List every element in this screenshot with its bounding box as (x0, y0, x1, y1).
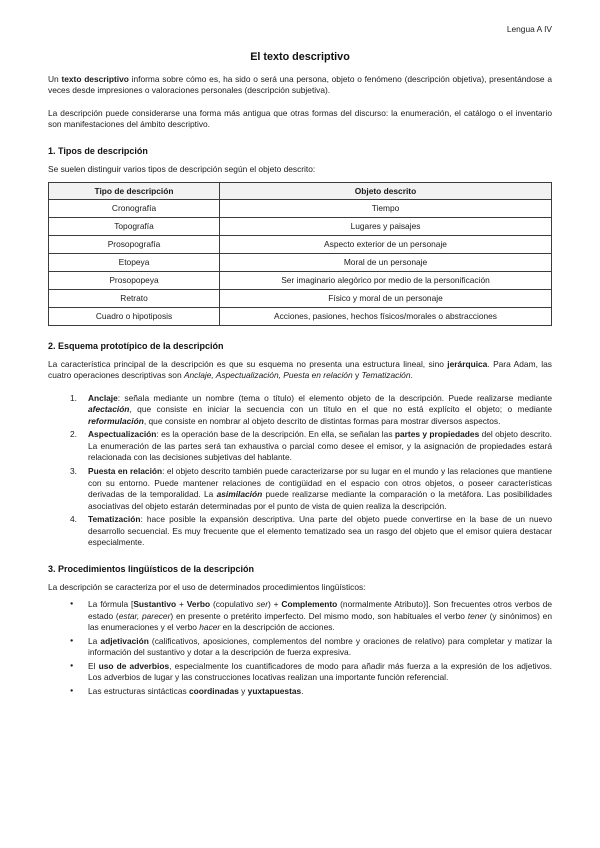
table-body (49, 200, 552, 325)
text-segment: La característica principal de la descripción es que su esquema no presenta una estructura lineal, sino (48, 358, 448, 369)
text-segment: , que consiste en nombrar al objeto descrito de distintas formas para mostrar diversos aspectos. (143, 415, 501, 426)
text-segment: en la descripción de acciones. (220, 622, 335, 633)
text-segment: y (238, 685, 248, 696)
text-segment: Aspectualización (88, 429, 157, 440)
bullet-list-item (48, 636, 552, 659)
list-item-text (88, 429, 552, 464)
bullet-list-item (48, 661, 552, 684)
table-cell: Cronografía (49, 200, 220, 218)
table-header-row (49, 182, 552, 200)
description-operations-list (48, 393, 552, 549)
table-cell: Aspecto exterior de un personaje (220, 236, 552, 254)
table-header-cell: Objeto descrito (220, 182, 552, 200)
list-item-number: 1. (70, 392, 77, 403)
bullet-icon: ● (70, 662, 74, 669)
table-cell: Cuadro o hipotiposis (49, 307, 220, 325)
table-cell: Moral de un personaje (220, 254, 552, 272)
text-segment: , especialmente los cuantificadores de modo para añadir más fuerza a la expresión de los adjetivos. Los adverbios de lugar y las construcciones locativas realizan una importante función referencial. (88, 660, 552, 683)
text-segment: reformulación (88, 415, 144, 426)
text-segment: ) en presente o pretérito imperfecto. Del mismo modo, son habituales el verbo (170, 610, 468, 621)
table-row (49, 236, 552, 254)
text-segment: (copulativo (210, 599, 257, 610)
text-segment: . (410, 370, 413, 381)
list-item-number: 2. (70, 429, 77, 440)
text-segment: (normalmente Atributo)]. Son frecuentes otros verbos de estado ( (88, 599, 552, 621)
text-segment: partes y propiedades (394, 429, 480, 440)
table-row (49, 218, 552, 236)
bullet-icon: ● (70, 687, 74, 694)
table-row (49, 200, 552, 218)
list-item-text (88, 686, 552, 698)
text-segment: Las estructuras sintácticas (88, 685, 190, 696)
table-cell: Etopeya (49, 254, 220, 272)
list-item-number: 3. (70, 466, 77, 476)
text-segment: : es la operación base de la descripción. En ella, se señalan las (156, 429, 395, 440)
text-segment: Complemento (281, 599, 338, 610)
table-cell: Acciones, pasiones, hechos físicos/morales o abstracciones (220, 307, 552, 325)
text-segment: La fórmula [ (88, 599, 134, 610)
table-row (49, 272, 552, 290)
page-header (48, 24, 552, 35)
text-segment: jerárquica (447, 358, 488, 369)
table-row (49, 254, 552, 272)
table-cell: Ser imaginario alegórico por medio de la personificación (220, 272, 552, 290)
text-segment: coordinadas (189, 685, 239, 696)
text-segment: hacer (199, 622, 221, 633)
table-cell: Prosopografía (49, 236, 220, 254)
text-segment: Anclaje (88, 392, 118, 403)
intro-paragraph-2 (48, 108, 552, 131)
list-item-number: 4. (70, 514, 77, 525)
page-title: El texto descriptivo (250, 50, 350, 63)
text-segment: ser (256, 599, 268, 610)
text-segment: estar, parecer (118, 610, 171, 621)
text-segment: Un (48, 73, 62, 84)
text-segment: Verbo (186, 599, 211, 610)
list-item-text (88, 599, 552, 634)
table-cell: Lugares y paisajes (220, 218, 552, 236)
table-cell: Topografía (49, 218, 220, 236)
numbered-list-item (48, 466, 552, 512)
text-segment: tener (467, 610, 487, 621)
text-segment: puede realizarse mediante la comparación o la metáfora. Las posibilidades asociativas del objeto estarán determinadas por el punto de vista de quien realiza la descripción. (88, 489, 553, 511)
linguistic-procedures-list (48, 599, 552, 697)
bullet-list-item (48, 599, 552, 634)
section-1-heading: 1. Tipos de descripción (48, 145, 148, 156)
text-segment: asimilación (216, 489, 263, 500)
bullet-icon: ● (70, 601, 74, 608)
list-item-text (88, 466, 552, 512)
text-segment: adjetivación (100, 635, 149, 646)
text-segment: Puesta en relación (88, 466, 163, 476)
list-item-text (88, 661, 552, 684)
text-segment: yuxtapuestas (247, 685, 302, 696)
text-segment: texto descriptivo (61, 73, 129, 84)
intro-paragraph-1 (48, 74, 552, 97)
description-types-table (48, 182, 552, 326)
table-row (49, 290, 552, 308)
section-2-heading: 2. Esquema prototípico de la descripción (48, 340, 224, 351)
header-course-label: Lengua A IV (506, 24, 552, 34)
text-segment: : hace posible la expansión descriptiva. Una parte del objeto puede convertirse en la base de un nuevo desarrollo secuencial. Es muy frecuente que el elemento tematizado sea un rasgo del objeto que el emisor quiera destacar especialmente. (88, 514, 552, 548)
table-cell: Retrato (49, 290, 220, 308)
section-3-lead: La descripción se caracteriza por el uso de determinados procedimientos lingüísticos: (48, 581, 366, 592)
text-segment: Tematización (361, 370, 411, 381)
section-1-lead: Se suelen distinguir varios tipos de descripción según el objeto descrito: (48, 163, 316, 174)
table-cell: Físico y moral de un personaje (220, 290, 552, 308)
numbered-list-item (48, 514, 552, 549)
text-segment: informa sobre cómo es, ha sido o será una persona, objeto o fenómeno (descripción objetiva), presentándose a veces desde impresiones o valoraciones personales (descripción subjetiva). (48, 73, 552, 96)
text-segment: El (88, 660, 99, 671)
text-segment: (calificativos, aposiciones, complementos del nombre y oraciones de relativo) para completar y matizar la información del sustantivo y dotar a la descripción de fuerza expresiva. (88, 635, 552, 658)
text-segment: Sustantivo (133, 599, 177, 610)
section-2-lead (48, 359, 552, 382)
text-segment: uso de adverbios (98, 660, 170, 671)
section-3-heading: 3. Procedimientos lingüísticos de la descripción (48, 563, 255, 574)
text-segment: (y sinónimos) en las enumeraciones y el verbo (88, 610, 552, 633)
bullet-list-item (48, 686, 552, 698)
text-segment: La (88, 635, 101, 646)
text-segment: Anclaje, Aspectualización, Puesta en relación (183, 370, 353, 381)
bullet-icon: ● (70, 637, 74, 644)
table-header-cell: Tipo de descripción (49, 182, 220, 200)
text-segment: ) + (267, 599, 282, 610)
table-row (49, 307, 552, 325)
list-item-text (88, 393, 552, 428)
numbered-list-item (48, 393, 552, 428)
text-segment: La descripción puede considerarse una forma más antigua que otras formas del discurso: la enumeración, el catálogo o el inventario son manifestaciones del ámbito descriptivo. (48, 107, 552, 130)
table-cell: Tiempo (220, 200, 552, 218)
text-segment: Tematización (88, 514, 141, 525)
text-segment: del objeto descrito. La enumeración de las partes será tan exhaustiva o parcial como desee el emisor, y la asignación de propiedades estará relacionada con las decisiones subjetivas del hablante. (88, 429, 552, 463)
text-segment: y (352, 370, 362, 381)
text-segment: : señala mediante un nombre (tema o título) el elemento objeto de la descripción. Puede realizarse mediante (117, 392, 552, 403)
list-item-text (88, 636, 552, 659)
numbered-list-item (48, 429, 552, 464)
list-item-text (88, 514, 552, 549)
text-segment: afectación (88, 404, 130, 415)
text-segment: , que consiste en iniciar la secuencia con un título en el que no está explícito el objeto; o mediante (129, 404, 552, 415)
text-segment: . (301, 685, 304, 696)
table-cell: Prosopopeya (49, 272, 220, 290)
text-segment: : el objeto descrito también puede caracterizarse por su lugar en el mundo y las relaciones que mantiene con su entorno. Puede mantener relaciones de contigüidad en el espacio con otros objetos, o poseer características derivadas de la temporalidad. La (88, 466, 553, 500)
text-segment: . Para Adam, las cuatro operaciones descriptivas son (48, 358, 552, 381)
text-segment: + (176, 599, 187, 610)
